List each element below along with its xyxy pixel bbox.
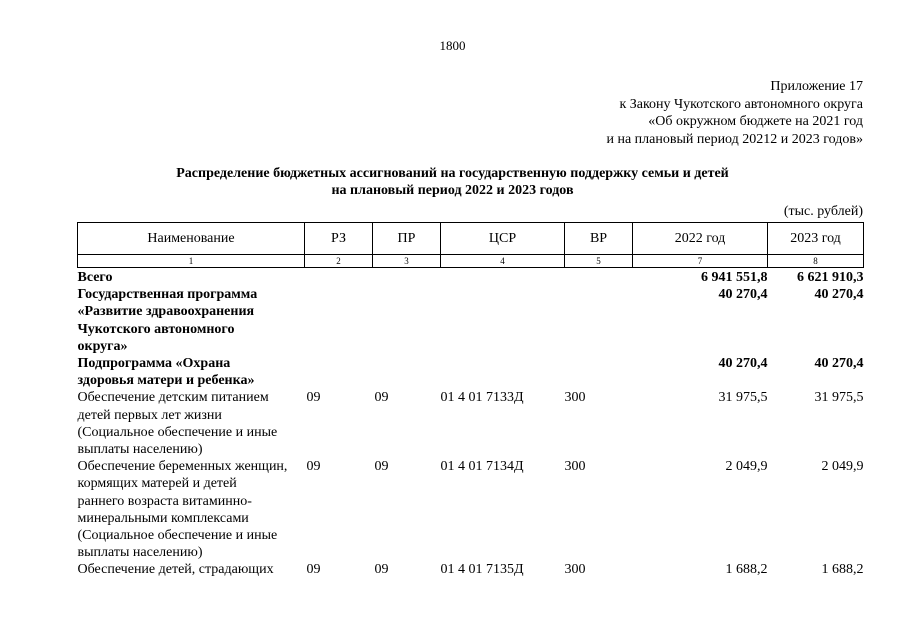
row-2023: 2 049,9: [821, 459, 864, 475]
column-number-row: [78, 255, 864, 268]
row-2022: 1 688,2: [725, 562, 768, 578]
row-vr: 300: [564, 390, 586, 406]
row-name: Обеспечение детей, страдающих: [77, 562, 274, 578]
row-name: Государственная программа «Развитие здравоохранения Чукотского автономного округа»: [77, 287, 258, 354]
table-row-total: [78, 268, 864, 287]
column-number: 5: [565, 255, 633, 268]
budget-table: [77, 222, 864, 579]
row-2022: 40 270,4: [718, 287, 768, 303]
table-row: [78, 389, 864, 458]
table-header-row: [78, 223, 864, 255]
column-number: 8: [768, 255, 864, 268]
header-csr: ЦСР: [441, 223, 565, 255]
header-2023: 2023 год: [768, 223, 864, 255]
row-csr: [441, 286, 565, 355]
row-2023: 1 688,2: [821, 562, 864, 578]
row-rz: [305, 268, 373, 287]
row-csr: [441, 268, 565, 287]
row-2022: 6 941 551,8: [701, 270, 768, 285]
table-row: [78, 286, 864, 355]
row-pr: 09: [374, 390, 389, 406]
row-vr: [565, 355, 633, 389]
row-vr: 300: [564, 562, 586, 578]
table-body: [78, 268, 864, 579]
title-line: Распределение бюджетных ассигнований на государственную поддержку семьи и детей: [176, 166, 729, 181]
row-2023: 31 975,5: [814, 390, 864, 406]
row-2023: 6 621 910,3: [797, 270, 864, 285]
row-csr: 01 4 01 7133Д: [440, 390, 524, 406]
column-number: 4: [441, 255, 565, 268]
title-line: на плановый период 2022 и 2023 годов: [331, 183, 574, 198]
appendix-header: [606, 78, 863, 148]
header-2022: 2022 год: [633, 223, 768, 255]
row-rz: 09: [306, 459, 321, 475]
row-rz: [305, 286, 373, 355]
document-title: [0, 165, 905, 199]
row-pr: [373, 286, 441, 355]
column-number: 7: [633, 255, 768, 268]
table-row: [78, 355, 864, 389]
row-name: Подпрограмма «Охрана здоровья матери и ребенка»: [77, 356, 255, 389]
appendix-line: и на плановый период 20212 и 2023 годов»: [606, 131, 863, 147]
appendix-line: «Об окружном бюджете на 2021 год: [648, 114, 863, 129]
row-pr: 09: [374, 562, 389, 578]
row-2022: 2 049,9: [725, 459, 768, 475]
row-rz: 09: [306, 390, 321, 406]
row-pr: [373, 268, 441, 287]
row-vr: [565, 268, 633, 287]
table-row: [78, 458, 864, 561]
row-pr: [373, 355, 441, 389]
units-label: (тыс. рублей): [783, 204, 863, 219]
column-number: 3: [373, 255, 441, 268]
row-csr: 01 4 01 7135Д: [440, 562, 524, 578]
row-csr: 01 4 01 7134Д: [440, 459, 524, 475]
row-rz: [305, 355, 373, 389]
column-number: 1: [78, 255, 305, 268]
row-2022: 40 270,4: [718, 356, 768, 372]
header-name: Наименование: [78, 223, 305, 255]
row-rz: 09: [306, 562, 321, 578]
row-2023: 40 270,4: [814, 356, 864, 372]
row-name: Всего: [77, 270, 113, 285]
row-name: Обеспечение беременных женщин, кормящих матерей и детей раннего возраста витаминно- минеральными комплексами (Социальное обеспечение и иные выплаты населению): [77, 459, 288, 561]
row-2023: 40 270,4: [814, 287, 864, 303]
table-row: [78, 561, 864, 578]
header-rz: РЗ: [305, 223, 373, 255]
column-number: 2: [305, 255, 373, 268]
page-number: 1800: [439, 38, 466, 53]
appendix-line: к Закону Чукотского автономного округа: [619, 96, 863, 112]
row-vr: 300: [564, 459, 586, 475]
appendix-line: Приложение 17: [770, 79, 863, 94]
row-vr: [565, 286, 633, 355]
row-name: Обеспечение детским питанием детей первых лет жизни (Социальное обеспечение и иные выплаты населению): [77, 390, 278, 458]
header-vr: ВР: [565, 223, 633, 255]
row-2022: 31 975,5: [718, 390, 768, 406]
row-csr: [441, 355, 565, 389]
row-pr: 09: [374, 459, 389, 475]
header-pr: ПР: [373, 223, 441, 255]
